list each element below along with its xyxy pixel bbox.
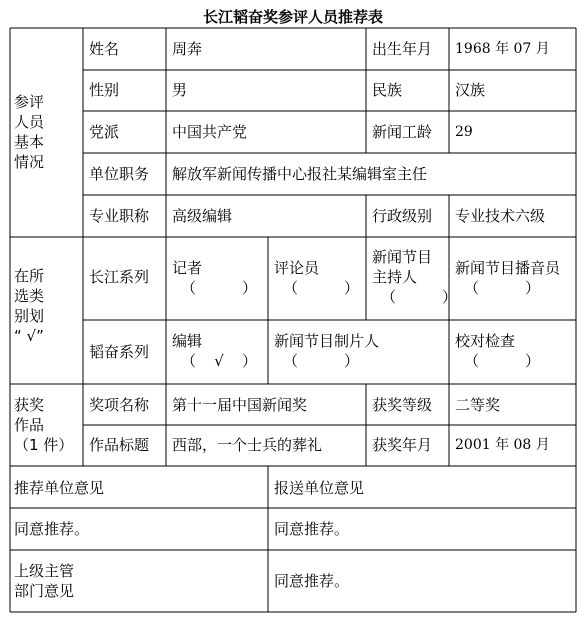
years-label: 新闻工龄 — [372, 123, 433, 141]
changjiang-label: 长江系列 — [89, 268, 150, 286]
option-reporter[interactable]: 记者 （ ） — [172, 259, 258, 297]
award-name-label: 奖项名称 — [89, 396, 150, 414]
recommend-opinion-value: 同意推荐。 — [14, 520, 90, 538]
section-basic-label: 参评 人员 基本 情况 — [14, 93, 45, 171]
unit-value: 解放军新闻传播中心报社某编辑室主任 — [172, 165, 428, 183]
birth-label: 出生年月 — [372, 40, 433, 58]
title-value: 高级编辑 — [172, 207, 233, 225]
unit-label: 单位职务 — [89, 165, 150, 183]
section-category-label: 在所 选类 别划 “ √” — [14, 267, 45, 345]
gender-label: 性别 — [89, 81, 120, 99]
award-date-label: 获奖年月 — [372, 436, 433, 454]
recommend-opinion-label: 推荐单位意见 — [14, 479, 105, 497]
birth-value: 1968 年 07 月 — [455, 41, 550, 57]
party-value: 中国共产党 — [172, 123, 248, 141]
superior-opinion-label: 上级主管 部门意见 — [14, 562, 75, 600]
superior-opinion-value: 同意推荐。 — [274, 572, 350, 590]
option-host[interactable]: 新闻节目 主持人 （ ） — [372, 248, 458, 306]
admin-value: 专业技术六级 — [455, 207, 546, 225]
option-commentator[interactable]: 评论员 （ ） — [274, 259, 360, 297]
award-date-value: 2001 年 08 月 — [455, 437, 550, 453]
section-award-label: 获奖 作品 （1 件） — [14, 396, 74, 454]
name-label: 姓名 — [89, 40, 120, 58]
award-level-value: 二等奖 — [455, 396, 501, 414]
option-announcer[interactable]: 新闻节目播音员 （ ） — [455, 259, 561, 297]
submit-opinion-value: 同意推荐。 — [274, 520, 350, 538]
option-editor[interactable]: 编辑 （ √ ） — [172, 332, 258, 370]
ethnicity-value: 汉族 — [455, 81, 486, 99]
option-proofreader[interactable]: 校对检查 （ ） — [455, 332, 541, 370]
taofen-label: 韬奋系列 — [89, 343, 150, 361]
award-name-value: 第十一届中国新闻奖 — [172, 396, 308, 414]
submit-opinion-label: 报送单位意见 — [274, 479, 365, 497]
gender-value: 男 — [172, 81, 188, 99]
admin-label: 行政级别 — [372, 207, 433, 225]
work-title-label: 作品标题 — [89, 436, 150, 454]
page-title: 长江韬奋奖参评人员推荐表 — [202, 8, 383, 26]
party-label: 党派 — [89, 123, 120, 141]
years-value: 29 — [455, 124, 473, 140]
work-title-value: 西部，一个士兵的葬礼 — [172, 436, 323, 454]
name-value: 周奔 — [172, 40, 203, 58]
checkbox-editor[interactable]: √ — [214, 352, 224, 370]
award-level-label: 获奖等级 — [372, 396, 433, 414]
ethnicity-label: 民族 — [372, 81, 403, 99]
option-producer[interactable]: 新闻节目制片人 （ ） — [274, 332, 380, 370]
title-label: 专业职称 — [89, 207, 150, 225]
